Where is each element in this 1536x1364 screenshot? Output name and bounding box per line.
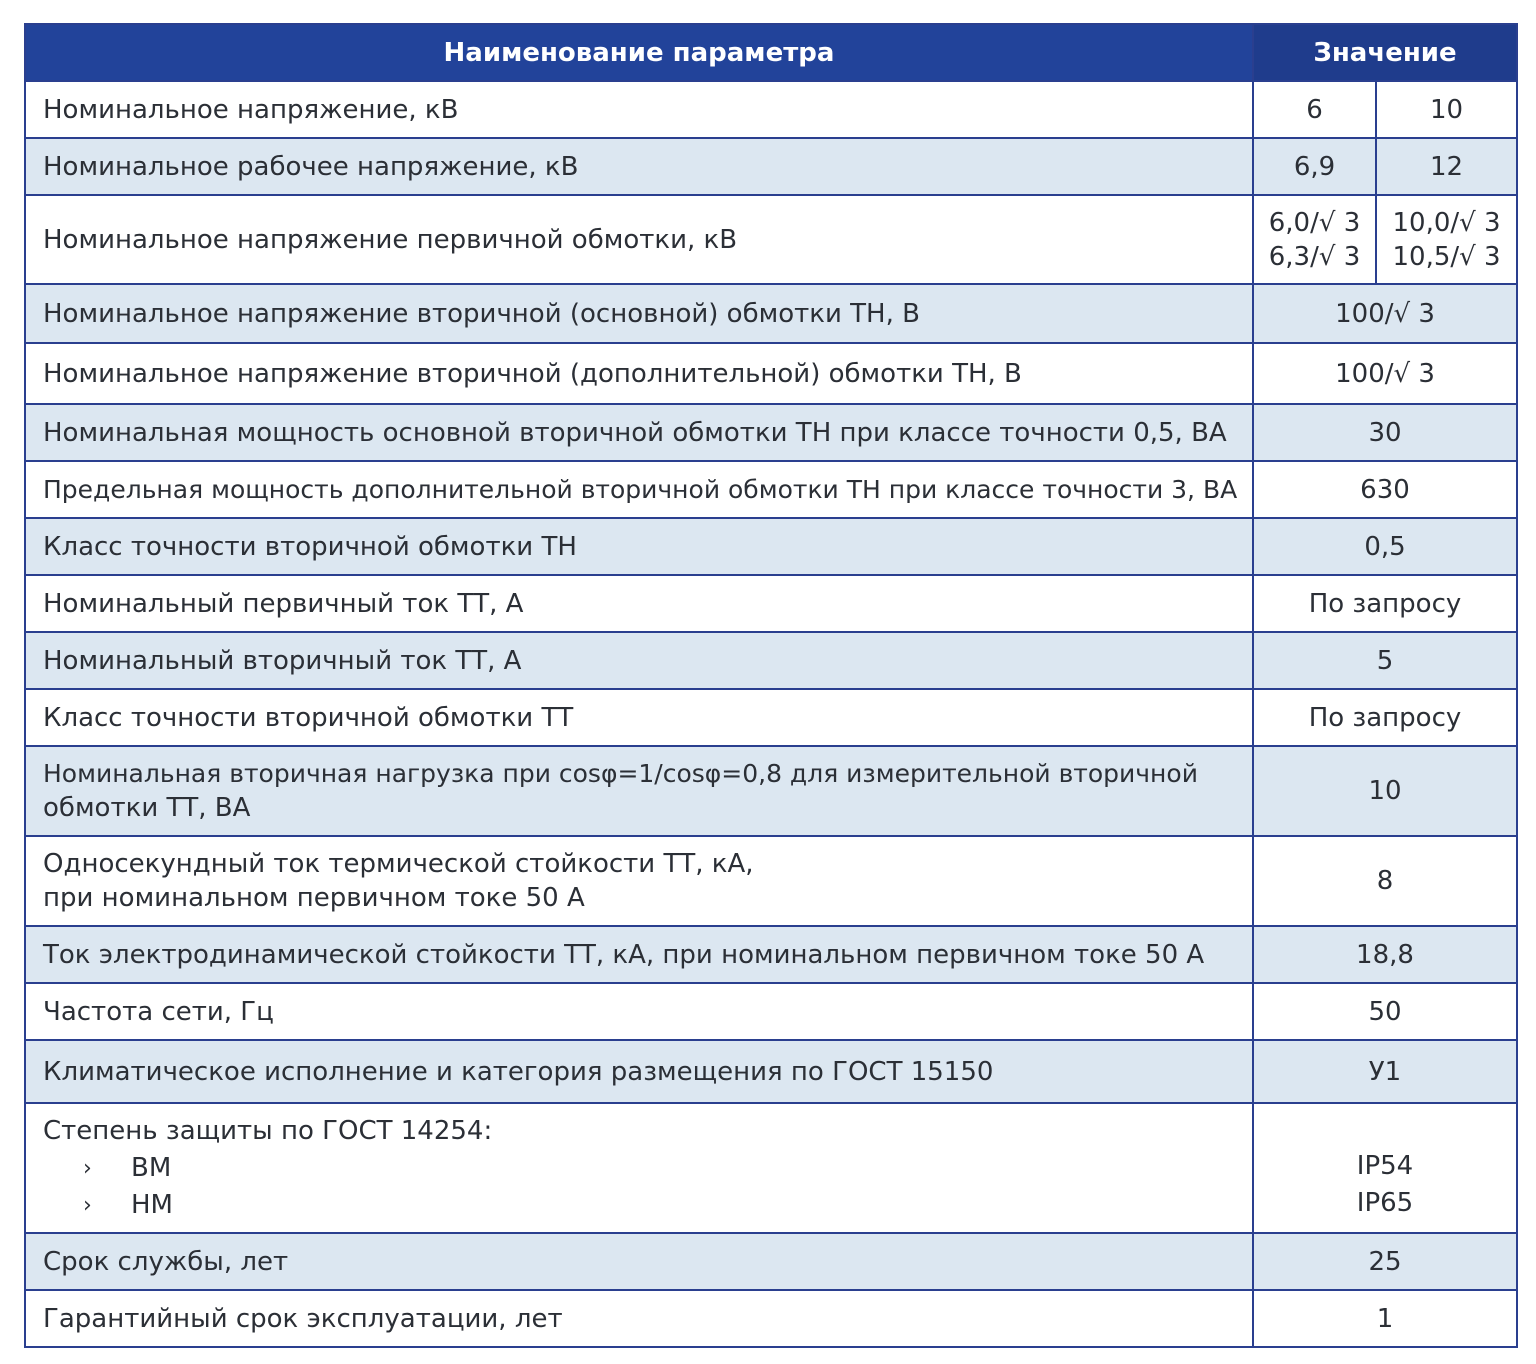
param-cell: Номинальное рабочее напряжение, кВ	[25, 138, 1253, 195]
table-row	[25, 195, 1517, 284]
table-row	[25, 343, 1517, 404]
value-cell-6kv: 6,9	[1253, 138, 1376, 195]
param-cell	[25, 746, 1253, 836]
value-cell-10kv	[1376, 195, 1517, 284]
value-column-header: Значение	[1253, 24, 1517, 81]
value-cell: 100/√ 3	[1253, 343, 1517, 404]
table-row	[25, 575, 1517, 632]
param-cell: Номинальное напряжение вторичной (основной) обмотки ТН, В	[25, 284, 1253, 343]
param-cell: Климатическое исполнение и категория размещения по ГОСТ 15150	[25, 1040, 1253, 1103]
value-cell: По запросу	[1253, 689, 1517, 746]
table-row	[25, 983, 1517, 1040]
value-cell: 25	[1253, 1233, 1517, 1290]
spec-table	[24, 23, 1518, 1348]
param-line: Степень защиты по ГОСТ 14254:	[43, 1115, 493, 1146]
value-cell: По запросу	[1253, 575, 1517, 632]
value-cell: 50	[1253, 983, 1517, 1040]
value-cell: 18,8	[1253, 926, 1517, 983]
param-cell: Номинальное напряжение, кВ	[25, 81, 1253, 138]
value-line: 6,0/√ 3	[1268, 207, 1361, 238]
table-row	[25, 689, 1517, 746]
value-line: 10,0/√ 3	[1392, 207, 1501, 238]
param-cell	[25, 836, 1253, 926]
param-cell: Гарантийный срок эксплуатации, лет	[25, 1290, 1253, 1347]
table-row	[25, 1103, 1517, 1233]
value-cell: 8	[1253, 836, 1517, 926]
chevron-right-icon: ›	[83, 1155, 92, 1181]
value-line: 10,5/√ 3	[1392, 241, 1501, 272]
value-line: 6,3/√ 3	[1268, 241, 1361, 272]
value-cell	[1253, 1103, 1517, 1233]
table-row	[25, 1040, 1517, 1103]
table-row	[25, 836, 1517, 926]
table-row	[25, 461, 1517, 518]
value-cell: 0,5	[1253, 518, 1517, 575]
param-cell: Частота сети, Гц	[25, 983, 1253, 1040]
param-cell: Номинальная мощность основной вторичной обмотки ТН при классе точности 0,5, ВА	[25, 404, 1253, 461]
param-cell	[25, 1103, 1253, 1233]
value-cell: 100/√ 3	[1253, 284, 1517, 343]
param-cell: Предельная мощность дополнительной вторичной обмотки ТН при классе точности 3, ВА	[25, 461, 1253, 518]
param-line: Номинальная вторичная нагрузка при cosφ=1/cosφ=0,8 для измерительной вторичной	[43, 759, 1198, 788]
param-cell: Номинальное напряжение первичной обмотки, кВ	[25, 195, 1253, 284]
table-row	[25, 926, 1517, 983]
param-cell: Срок службы, лет	[25, 1233, 1253, 1290]
bullet-label: НМ	[131, 1189, 173, 1220]
param-cell: Класс точности вторичной обмотки ТН	[25, 518, 1253, 575]
table-header-row	[25, 24, 1517, 81]
value-cell: 5	[1253, 632, 1517, 689]
value-cell-10kv: 10	[1376, 81, 1517, 138]
table-row	[25, 1290, 1517, 1347]
value-cell: 10	[1253, 746, 1517, 836]
param-line: при номинальном первичном токе 50 А	[43, 883, 585, 913]
value-line: IP65	[1356, 1188, 1414, 1218]
param-column-header: Наименование параметра	[25, 24, 1253, 81]
param-cell: Номинальное напряжение вторичной (дополнительной) обмотки ТН, В	[25, 343, 1253, 404]
value-cell: 1	[1253, 1290, 1517, 1347]
param-cell: Класс точности вторичной обмотки ТТ	[25, 689, 1253, 746]
bullet-item	[43, 1187, 1244, 1224]
value-cell-6kv	[1253, 195, 1376, 284]
bullet-item	[43, 1150, 1244, 1187]
param-cell: Номинальный первичный ток ТТ, А	[25, 575, 1253, 632]
param-line: Односекундный ток термической стойкости ТТ, кА,	[43, 849, 754, 879]
value-cell: У1	[1253, 1040, 1517, 1103]
value-cell: 630	[1253, 461, 1517, 518]
table-row	[25, 1233, 1517, 1290]
param-cell: Номинальный вторичный ток ТТ, А	[25, 632, 1253, 689]
param-cell: Ток электродинамической стойкости ТТ, кА, при номинальном первичном токе 50 А	[25, 926, 1253, 983]
value-line: IP54	[1356, 1151, 1414, 1181]
bullet-label: ВМ	[131, 1152, 172, 1183]
value-cell-6kv: 6	[1253, 81, 1376, 138]
param-line: обмотки ТТ, ВА	[43, 793, 251, 823]
table-row	[25, 518, 1517, 575]
value-cell-10kv: 12	[1376, 138, 1517, 195]
table-row	[25, 81, 1517, 138]
table-row	[25, 404, 1517, 461]
table-row	[25, 746, 1517, 836]
chevron-right-icon: ›	[83, 1192, 92, 1218]
value-cell: 30	[1253, 404, 1517, 461]
table-row	[25, 138, 1517, 195]
table-row	[25, 284, 1517, 343]
table-row	[25, 632, 1517, 689]
